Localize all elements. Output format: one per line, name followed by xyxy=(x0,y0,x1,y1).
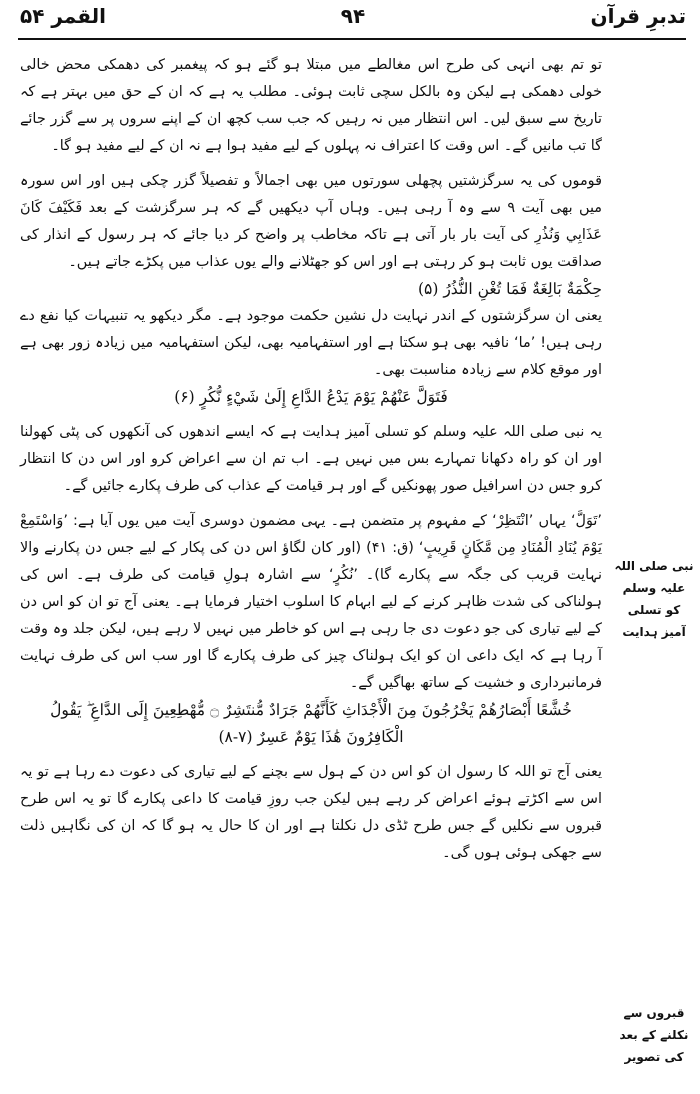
quran-verse: فَتَوَلَّ عَنْهُمْ يَوْمَ يَدْعُ الدَّاعِ إِلَىٰ شَيْءٍ نُّكُرٍ (۶) xyxy=(174,388,448,406)
margin-note: قبروں سے نکلنے کے بعد کی تصویر xyxy=(619,1006,689,1064)
paragraph: یہ نبی صلی اللہ علیہ وسلم کو تسلی آمیز ہدایت ہے کہ ایسے اندھوں کی آنکھوں کی پٹی کھولنا اور ان کو راہ دکھانا تمہارے بس میں نہیں ہے۔ اب تم ان سے اعراض کرو اور اس دن کا انتظار کرو جس دن اسرافیل صور پھونکیں گے اور ہر قیامت کے عذاب کی طرف پکارے جائیں گے۔ xyxy=(20,424,602,494)
paragraph: ’تَوَلَّ‘ یہاں ’انْتَظِرْ‘ کے مفہوم پر متضمن ہے۔ یہی مضمون دوسری آیت میں یوں آیا ہے: ’وَاسْتَمِعْ يَوْمَ يُنَادِ الْمُنَادِ مِن مَّكَانٍ قَرِيبٍ‘ (ق: ۴۱) (اور کان لگاؤ اس دن کی پکار کے لیے جس دن پکارنے والا نہایت قریب کی جگہ سے پکارے گا)۔ ’نُكُرٍ‘ سے اشارہ ہولِ قیامت کی طرف ہے۔ اس کی ہولناکی کی شدت ظاہر کرنے کے لیے ابہام کا اسلوب اختیار فرمایا ہے۔ یعنی آج تو ان کو اس دن کے لیے تیاری کی جو دعوت دی جا رہی ہے اس کو خاطر میں نہیں لا رہے ہیں، لیکن جلد وہ وقت آ رہا ہے کہ ایک داعی ان کو ایک ہولناک چیز کی طرف پکارے گا اور سب اس کی طرف نہایت فرمانبرداری و خشیت کے ساتھ بھاگیں گے۔ xyxy=(20,513,602,691)
surah-reference: القمر ۵۴ xyxy=(20,4,106,28)
body-text xyxy=(20,52,602,867)
paragraph: یعنی آج تو اللہ کا رسول ان کو اس دن کے ہول سے بچنے کے لیے تیاری کی دعوت دے رہا ہے تو یہ اس سے اکڑتے ہوئے اعراض کر رہے ہیں لیکن جب روزِ قیامت کا داعی پکارے گا تو یہ اس طرح قبروں سے نکلیں گے جس طرح ٹڈی دل نکلتا ہے اور ان کا حال یہ ہو گا کہ ان کی نگاہیں ذلت سے جھکی ہوئی ہوں گی۔ xyxy=(20,764,603,861)
paragraph: تو تم بھی انہی کی طرح اس مغالطے میں مبتلا ہو گئے ہو کہ پیغمبر کی دھمکی محض خالی خولی دھمکی ہے لیکن وہ بالکل سچی ثابت ہوئی۔ مطلب یہ ہے کہ ان کے حق میں بہتر ہے کہ تاریخ سے سبق لیں۔ اس انتظار میں نہ رہیں کہ جب سب کچھ ان کے اپنے سروں پر سے گزر جائے گا تب مانیں گے۔ اس وقت کا اعتراف نہ پہلوں کے لیے مفید ہوا ہے نہ ان کے لیے مفید ہو گا۔ xyxy=(20,57,602,154)
paragraph: یعنی ان سرگزشتوں کے اندر نہایت دل نشین حکمت موجود ہے۔ مگر دیکھو یہ تنبیہات کیا نفع دے رہی ہیں! ’ما‘ نافیہ بھی ہو سکتا ہے اور استفہامیہ بھی، لیکن استفہامیہ میں زیادہ زور بھی ہے اور موقع کلام سے زیادہ مناسبت بھی۔ xyxy=(20,308,602,378)
paragraph: قوموں کی یہ سرگزشتیں پچھلی سورتوں میں بھی اجمالاً و تفصیلاً گزر چکی ہیں اور اس سورہ میں بھی آیت ۹ سے وہ آ رہی ہیں۔ وہاں آپ دیکھیں گے کہ ہر سرگزشت کے بعد فَكَيْفَ كَانَ عَذَابِي وَنُذُرِ کی آیت بار بار آتی ہے تاکہ مخاطب پر واضح کر دیا جائے کہ ہر رسول کے انذار کی صداقت یوں ثابت ہو کر رہتی ہے اور اس کو جھٹلانے والے یوں عذاب میں پکڑے جاتے ہیں۔ xyxy=(20,173,602,270)
margin-note: نبی صلی اللہ علیہ وسلم کو تسلی آمیز ہدایت xyxy=(614,559,694,639)
book-title: تدبرِ قرآن xyxy=(590,4,686,28)
page-header xyxy=(20,4,686,36)
quran-verse: حِكْمَةٌ بَالِغَةٌ فَمَا تُغْنِ النُّذُرُ (۵) xyxy=(417,280,602,298)
quran-verse: خُشَّعًا أَبْصَارُهُمْ يَخْرُجُونَ مِنَ الْأَجْدَاثِ كَأَنَّهُمْ جَرَادٌ مُّنتَشِرٌ ۝ مُّهْطِعِينَ إِلَى الدَّاعِ ۖ يَقُولُ الْكَافِرُونَ هَٰذَا يَوْمٌ عَسِرٌ (۷-۸) xyxy=(50,701,572,746)
header-rule xyxy=(18,38,686,40)
page-number: ۹۴ xyxy=(340,4,366,28)
